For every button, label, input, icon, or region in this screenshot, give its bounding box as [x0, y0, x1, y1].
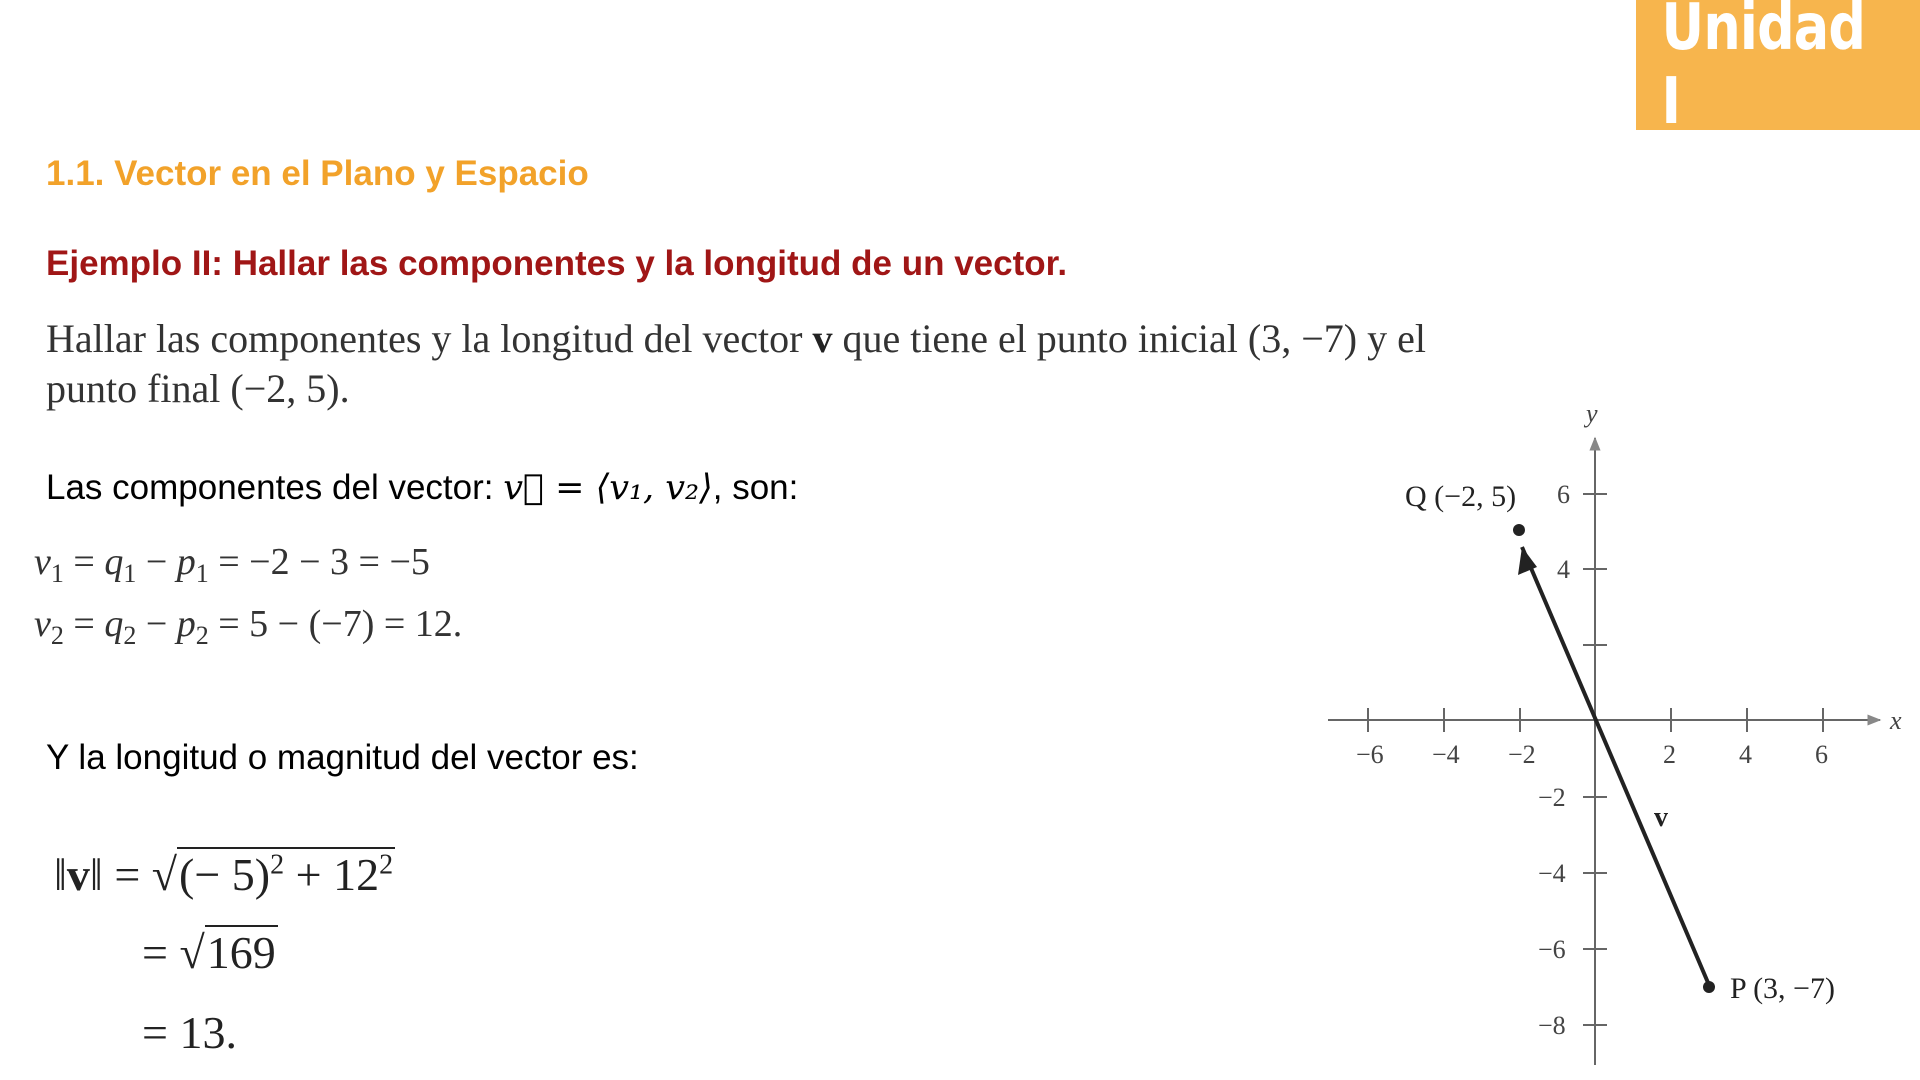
exp-a: 2 — [270, 849, 285, 881]
components-intro — [46, 468, 798, 508]
equation-v1: $v_1 = q_1 - p_1 = -2 - 3 = -5$ — [34, 541, 430, 588]
x-tick-label: −6 — [1356, 740, 1384, 769]
eq2-p: p — [176, 603, 196, 645]
norm-line-3: = 13. — [142, 1007, 237, 1058]
norm-bars-left: ‖ — [54, 849, 67, 900]
example-title: Ejemplo II: Hallar las componentes y la longitud de un vector. — [46, 244, 1068, 283]
problem-text-1: Hallar las componentes y la longitud del vector — [46, 316, 803, 361]
eq1-q: q — [104, 541, 124, 583]
y-tick-label: −6 — [1538, 935, 1566, 964]
eq2-q-sub: 2 — [123, 621, 137, 650]
unit-badge — [1636, 0, 1920, 139]
components-intro-text: Las componentes del vector: — [46, 468, 494, 507]
eq2-var-sub: 2 — [50, 621, 64, 650]
y-tick-label: −4 — [1538, 859, 1566, 888]
eq1-p: p — [176, 541, 196, 583]
section-title: 1.1. Vector en el Plano y Espacio — [46, 154, 589, 193]
coordinate-graph — [1320, 360, 1920, 1080]
x-tick-label: 2 — [1663, 740, 1676, 769]
x-axis-label: x — [1890, 706, 1902, 735]
eq2-rhs: = 5 − (−7) = 12. — [208, 603, 463, 645]
components-intro-end: , son: — [712, 468, 799, 507]
y-tick-label: 6 — [1557, 480, 1570, 509]
problem-text-3: punto final (−2, 5). — [46, 366, 350, 411]
point-q-label: Q (−2, 5) — [1405, 480, 1517, 513]
eq2-q: q — [104, 603, 124, 645]
y-axis-label: y — [1586, 399, 1598, 428]
eq1-p-sub: 1 — [195, 559, 209, 588]
y-tick-label: −8 — [1538, 1011, 1566, 1040]
length-intro: Y la longitud o magnitud del vector es: — [46, 738, 639, 777]
norm-bars-right: ‖ — [89, 849, 103, 900]
radicand-a: (− 5) — [179, 849, 271, 900]
exp-b: 2 — [379, 849, 394, 881]
problem-text-2: que tiene el punto inicial (3, −7) y el — [842, 316, 1426, 361]
y-tick-label: −2 — [1538, 783, 1566, 812]
norm-line-1: ‖v‖ = √(− $5)^2 + 12^2$ — [54, 849, 394, 900]
norm-vector-symbol: v — [66, 849, 90, 900]
norm-line-2: = √169 — [142, 927, 276, 978]
x-tick-label: −2 — [1508, 740, 1536, 769]
x-tick-label: 6 — [1815, 740, 1828, 769]
vector-notation: v⃗ = ⟨v₁, v₂⟩ — [503, 468, 713, 508]
eq1-q-sub: 1 — [123, 559, 137, 588]
radicand-b: + 12 — [284, 849, 380, 900]
equation-v2: $v_2 = q_2 - p_2 = 5 - (-7) = 12$. — [34, 603, 463, 650]
point-q-marker — [1513, 524, 1525, 536]
x-tick-label: −4 — [1432, 740, 1460, 769]
sqrt-expression-2: √169 — [179, 927, 276, 978]
point-p-marker — [1703, 981, 1715, 993]
eq2-p-sub: 2 — [195, 621, 209, 650]
eq1-var-sub: 1 — [50, 559, 64, 588]
eq1-rhs: = −2 − 3 = −5 — [208, 541, 430, 583]
y-tick-label: 4 — [1557, 555, 1570, 584]
sqrt-expression-1: √(− $5)^2 + 12^2$ — [151, 849, 394, 900]
radicand-169: 169 — [206, 927, 276, 978]
eq2-var: v — [34, 603, 51, 645]
unit-badge-label: Unidad I — [1661, 0, 1866, 139]
eq1-var: v — [34, 541, 51, 583]
vector-v-label: v — [1654, 802, 1668, 833]
problem-vector-symbol: v — [812, 316, 833, 361]
point-p-label: P (3, −7) — [1730, 972, 1835, 1005]
vector-v-line — [1522, 547, 1709, 985]
x-tick-label: 4 — [1739, 740, 1752, 769]
